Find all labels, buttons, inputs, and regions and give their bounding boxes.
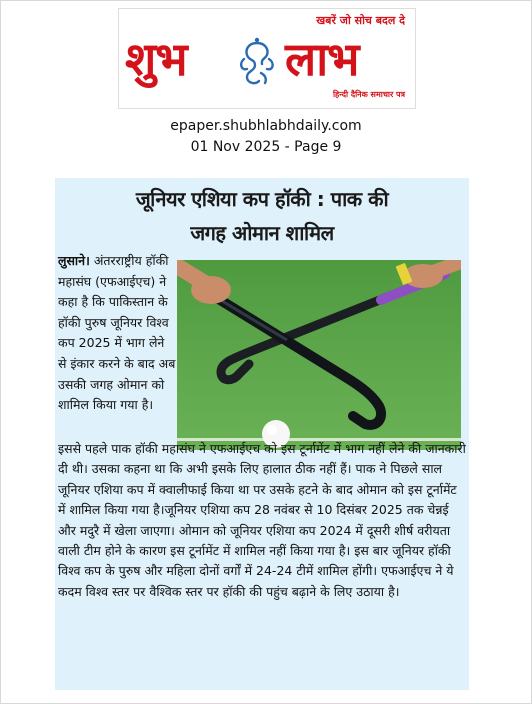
article-intro-text: अंतरराष्ट्रीय हॉकी महासंघ (एफआईएच) ने कहा है कि पाकिस्तान के हॉकी पुरुष जूनियर विश्व कप 2025 में भाग लेने से इंकार करने के बाद अब उसकी जगह ओमान को शामिल किया गया है। bbox=[58, 253, 176, 413]
masthead-subtagline: हिन्दी दैनिक समाचार पत्र bbox=[332, 90, 405, 99]
article-intro-column bbox=[58, 251, 176, 416]
article-clipping bbox=[55, 178, 469, 690]
edition-date-page: 01 Nov 2025 - Page 9 bbox=[190, 139, 342, 155]
article-body: इससे पहले पाक हॉकी महासंघ ने एफआईएच को इस टूर्नामेंट में भाग नहीं लेने की जानकारी दी थी। उसका कहना था कि अभी इसके लिए हालात ठीक नहीं हैं। पाक ने पिछले साल जूनियर एशिया कप में क्वालीफाई किया था पर उसके हटने के बाद ओमान को इस टूर्नामेंट में शामिल किया गया है।जूनियर एशिया कप 28 नवंबर से 10 दिसंबर 2025 तक चेन्नई और मदुरै में खेला जाएगा। ओमान को जूनियर एशिया कप 2024 में दूसरी शीर्ष वरीयता वाली टीम होने के कारण इस टूर्नामेंट में शामिल नहीं किया गया है। इस बार जूनियर हॉकी विश्व कप के पुरुष और महिला दोनों वर्गों में 24-24 टीमें शामिल होंगी। एफआईएच ने ये कदम विश्व स्तर पर वैश्विक स्तर पर हॉकी की पहुंच बढ़ाने के लिए उठाया है। bbox=[58, 441, 466, 599]
headline-line-1: जूनियर एशिया कप हॉकी : पाक की bbox=[135, 187, 389, 211]
logo-word-laabh: लाभ bbox=[285, 32, 359, 86]
epaper-url[interactable]: epaper.shubhlabhdaily.com bbox=[170, 118, 362, 134]
headline-line-2: जगह ओमान शामिल bbox=[190, 221, 334, 245]
masthead-tagline: खबरें जो सोच बदल दे bbox=[316, 14, 405, 27]
ganesha-icon bbox=[235, 37, 279, 87]
article-dateline: लुसाने। bbox=[58, 253, 90, 268]
logo-word-shubh: शुभ bbox=[125, 32, 187, 86]
article-headline bbox=[55, 182, 469, 250]
hockey-stick-photo bbox=[177, 260, 461, 450]
masthead bbox=[118, 8, 416, 109]
